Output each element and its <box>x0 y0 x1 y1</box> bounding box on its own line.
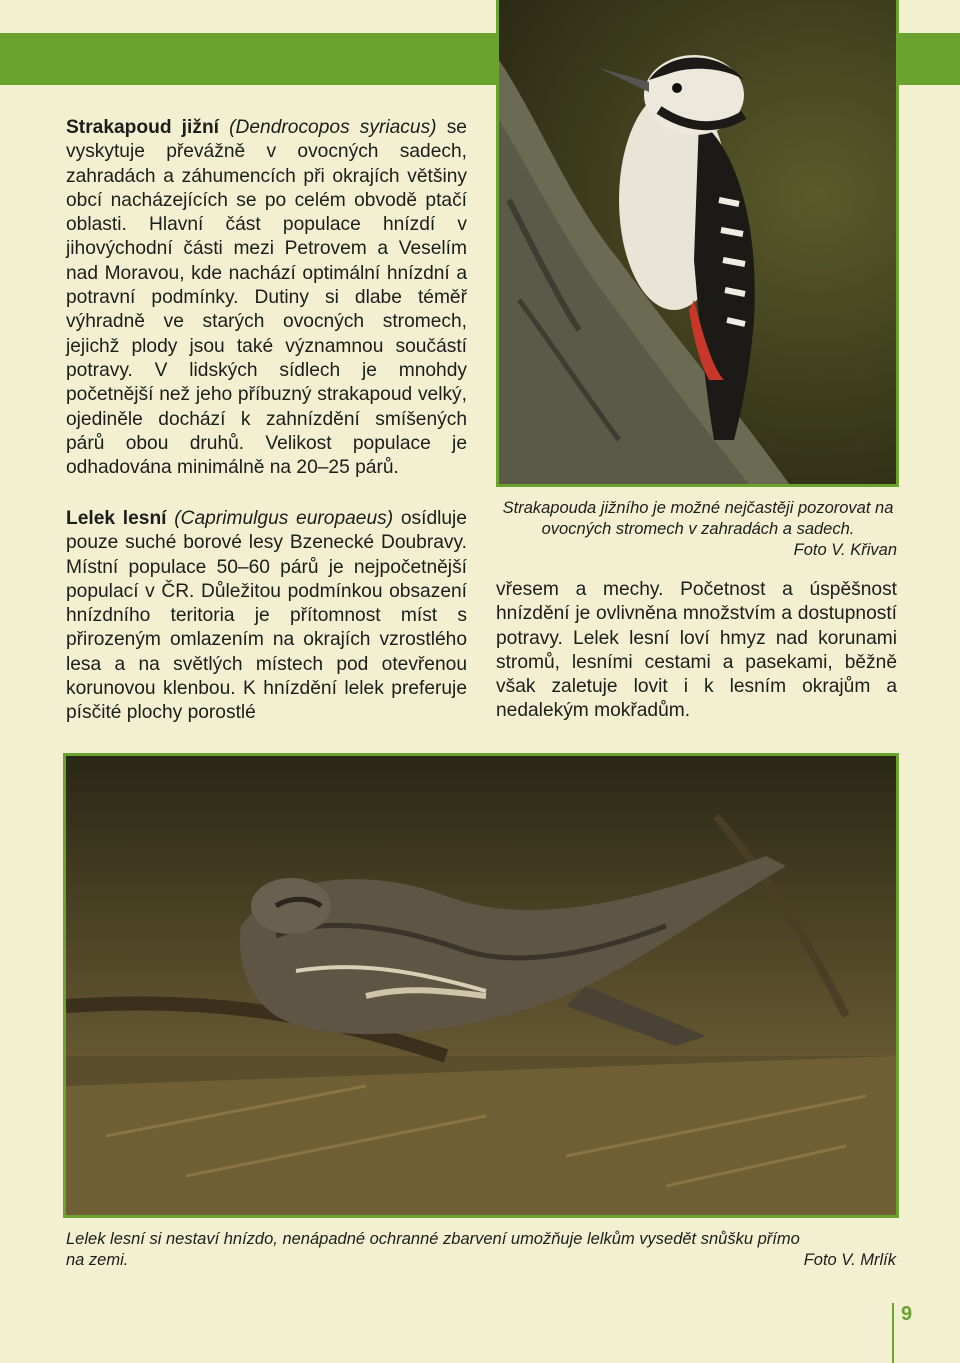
nightjar-photo <box>66 756 896 1215</box>
nightjar-caption <box>66 1229 896 1271</box>
header-band-left <box>0 33 497 85</box>
woodpecker-caption <box>499 498 897 561</box>
nightjar-paragraph-continued <box>496 578 897 724</box>
woodpecker-photo <box>499 0 896 484</box>
nightjar-photo-credit: Foto V. Mrlík <box>803 1251 896 1269</box>
nightjar-text-continued: vřesem a mechy. Početnost a úspěšnost hnízdění je ovlivněna množstvím a dostupností potravy. Lelek lesní loví hmyz nad korunami stromů, lesními cestami a pasekami, běžně však zaletuje lovit i k lesním okrajům a nedalekým mokřadům. <box>496 579 897 722</box>
nightjar-caption-line2-row <box>66 1250 896 1271</box>
nightjar-paragraph <box>66 507 467 726</box>
nightjar-caption-line1: Lelek lesní si nestaví hnízdo, nenápadné ochranné zbarvení umožňuje lelkům vysedět snůšku přímo <box>66 1230 800 1248</box>
nightjar-latin-name: (Caprimulgus europaeus) <box>174 508 394 529</box>
woodpecker-name: Strakapoud jižní <box>66 117 219 138</box>
nightjar-caption-line2: na zemi. <box>66 1251 129 1269</box>
woodpecker-paragraph <box>66 116 467 480</box>
woodpecker-text: se vyskytuje převážně v ovocných sadech, zahradách a záhumencích při okrajích většiny obcí nacházejících se po celém obvodě ptačí oblasti. Hlavní část populace hnízdí v jihovýchodní části mezi Petrovem a Veselím nad Moravou, kde nachází optimální hnízdní a potravní podmínky. Dutiny si dlabe téměř výhradně ve starých ovocných stromech, jejichž plody jsou také významnou součástí potravy. V lidských sídlech je mnohdy početnější než jeho příbuzný strakapoud velký, ojediněle dochází k zahnízdění smíšených párů obou druhů. Velikost populace je odhadována minimálně na 20–25 párů. <box>66 117 467 479</box>
woodpecker-illustration <box>499 0 896 484</box>
nightjar-photo-frame <box>63 753 899 1218</box>
woodpecker-latin-name: (Dendrocopos syriacus) <box>229 117 437 138</box>
woodpecker-caption-text: Strakapouda jižního je možné nejčastěji pozorovat na ovocných stromech v zahradách a sadech. <box>502 499 894 538</box>
page-number-rule <box>892 1303 894 1363</box>
woodpecker-photo-frame <box>496 0 899 487</box>
page-number: 9 <box>901 1303 913 1325</box>
woodpecker-photo-credit: Foto V. Křivan <box>793 541 897 559</box>
nightjar-illustration <box>66 756 896 1215</box>
nightjar-text: osídluje pouze suché borové lesy Bzenecké Doubravy. Místní populace 50–60 párů je nejpočetnější populací v ČR. Důležitou podmínkou obsazení hnízdního teritoria je přítomnost míst s přirozeným omlazením na okrajích vzrostlého lesa a na světlých místech pod otevřenou korunovou klenbou. K hnízdění lelek preferuje písčité plochy porostlé <box>66 508 467 724</box>
header-band-right <box>898 33 960 85</box>
nightjar-name: Lelek lesní <box>66 508 167 529</box>
